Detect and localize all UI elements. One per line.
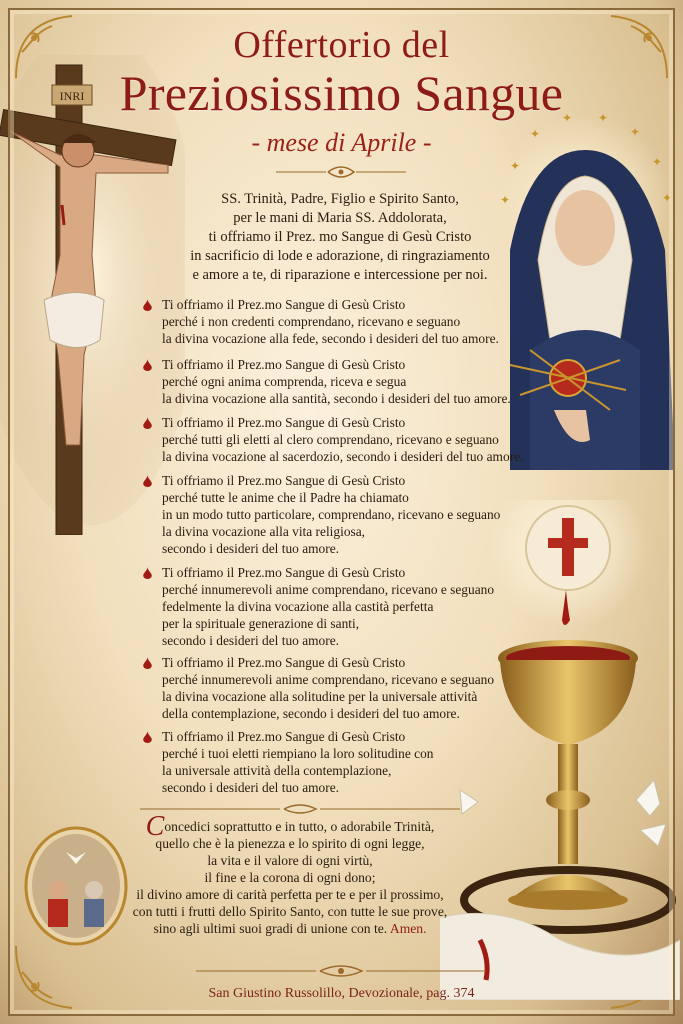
offering-line: Ti offriamo il Prez.mo Sangue di Gesù Cristo	[162, 473, 406, 488]
blood-drop-icon	[143, 359, 152, 371]
cross-inscription: INRI	[59, 89, 85, 103]
svg-text:✦: ✦	[598, 111, 609, 125]
svg-text:✦: ✦	[510, 159, 521, 173]
offering-prayer-3	[140, 414, 524, 465]
closing-line: sino agli ultimi suoi gradi di unione con te.	[153, 921, 388, 936]
offering-line: perché i non credenti comprendano, ricevano e seguano	[162, 314, 461, 329]
offering-line: Ti offriamo il Prez.mo Sangue di Gesù Cristo	[162, 729, 406, 744]
blood-drop-icon	[143, 475, 152, 487]
blood-drop-icon	[143, 299, 152, 311]
offering-line: in un modo tutto particolare, comprendano, ricevano e seguano	[162, 507, 501, 522]
closing-prayer	[130, 811, 450, 937]
intro-line: SS. Trinità, Padre, Figlio e Spirito Santo,	[221, 191, 459, 207]
intro-paragraph	[170, 190, 510, 285]
blood-drop-icon	[143, 417, 152, 429]
svg-text:✦: ✦	[530, 127, 541, 141]
offering-line: Ti offriamo il Prez.mo Sangue di Gesù Cristo	[162, 297, 406, 312]
blood-drop-icon	[143, 657, 152, 669]
offering-line: secondo i desideri del tuo amore.	[162, 780, 340, 795]
offering-prayer-2	[140, 356, 520, 407]
offering-prayer-5	[140, 564, 520, 649]
offering-line: Ti offriamo il Prez.mo Sangue di Gesù Cristo	[162, 357, 406, 372]
offering-line: perché innumerevoli anime comprendano, ricevano e seguano	[162, 672, 495, 687]
intro-line: per le mani di Maria SS. Addolorata,	[233, 210, 447, 226]
svg-text:✦: ✦	[662, 191, 673, 205]
offering-line: perché tutti gli eletti al clero comprendano, ricevano e seguano	[162, 432, 499, 447]
amen: Amen.	[389, 921, 427, 936]
offering-line: la divina vocazione alla solitudine per la universale attività	[162, 689, 478, 704]
offering-line: la divina vocazione alla vita religiosa,	[162, 524, 366, 539]
offering-line: fedelmente la divina vocazione alla castità perfetta	[162, 599, 434, 614]
offering-prayer-6	[140, 654, 520, 722]
offering-line: perché tutte le anime che il Padre ha chiamato	[162, 490, 409, 505]
ornamental-divider-bottom	[196, 964, 486, 978]
blood-drop-icon	[143, 567, 152, 579]
offering-line: perché innumerevoli anime comprendano, ricevano e seguano	[162, 582, 495, 597]
offering-line: Ti offriamo il Prez.mo Sangue di Gesù Cristo	[162, 655, 406, 670]
offering-prayer-4	[140, 472, 520, 557]
offering-line: secondo i desideri del tuo amore.	[162, 633, 340, 648]
closing-line: oncedici soprattutto e in tutto, o adorabile Trinità,	[164, 819, 435, 834]
closing-line: con tutti i frutti dello Spirito Santo, con tutte le sue prove,	[132, 904, 448, 919]
offering-prayer-1	[140, 296, 520, 347]
closing-line: quello che è la pienezza e lo spirito di ogni legge,	[155, 836, 425, 851]
offering-line: perché i tuoi eletti riempiano la loro solitudine con	[162, 746, 434, 761]
closing-line: la vita e il valore di ogni virtù,	[207, 853, 373, 868]
offering-line: la universale attività della contemplazione,	[162, 763, 392, 778]
svg-text:✦: ✦	[630, 125, 641, 139]
intro-line: ti offriamo il Prez. mo Sangue di Gesù Cristo	[208, 229, 472, 245]
svg-text:✦: ✦	[562, 111, 573, 125]
holy-trinity-medallion	[22, 824, 130, 948]
offering-line: perché ogni anima comprenda, riceva e segua	[162, 374, 407, 389]
intro-line: e amore a te, di riparazione e intercessione per noi.	[192, 267, 488, 283]
ornamental-divider-middle	[140, 803, 460, 815]
offering-prayer-7	[140, 728, 520, 796]
source-citation: San Giustino Russolillo, Devozionale, pag. 374	[208, 986, 475, 1001]
offering-line: della contemplazione, secondo i desideri del tuo amore.	[162, 706, 460, 721]
offering-line: Ti offriamo il Prez.mo Sangue di Gesù Cristo	[162, 565, 406, 580]
title-line-2: Preziosissimo Sangue	[119, 65, 564, 121]
subtitle: - mese di Aprile -	[251, 128, 432, 157]
blood-drop-icon	[143, 731, 152, 743]
ornamental-divider-top	[276, 164, 406, 180]
svg-text:✦: ✦	[500, 193, 511, 207]
intro-line: in sacrificio di lode e adorazione, di ringraziamento	[190, 248, 490, 264]
offering-line: Ti offriamo il Prez.mo Sangue di Gesù Cristo	[162, 415, 406, 430]
offering-line: la divina vocazione alla santità, secondo i desideri del tuo amore.	[162, 391, 511, 406]
drop-cap: C	[145, 811, 165, 842]
offering-line: la divina vocazione al sacerdozio, secondo i desideri del tuo amore.	[162, 449, 524, 464]
offering-line: per la spirituale generazione di santi,	[162, 616, 360, 631]
closing-line: il divino amore di carità perfetta per te e per il prossimo,	[136, 887, 444, 902]
svg-text:✦: ✦	[652, 155, 663, 169]
closing-line: il fine e la corona di ogni dono;	[204, 870, 376, 885]
title-line-1: Offertorio del	[233, 24, 450, 66]
offering-line: la divina vocazione alla fede, secondo i desideri del tuo amore.	[162, 331, 499, 346]
offering-line: secondo i desideri del tuo amore.	[162, 541, 340, 556]
